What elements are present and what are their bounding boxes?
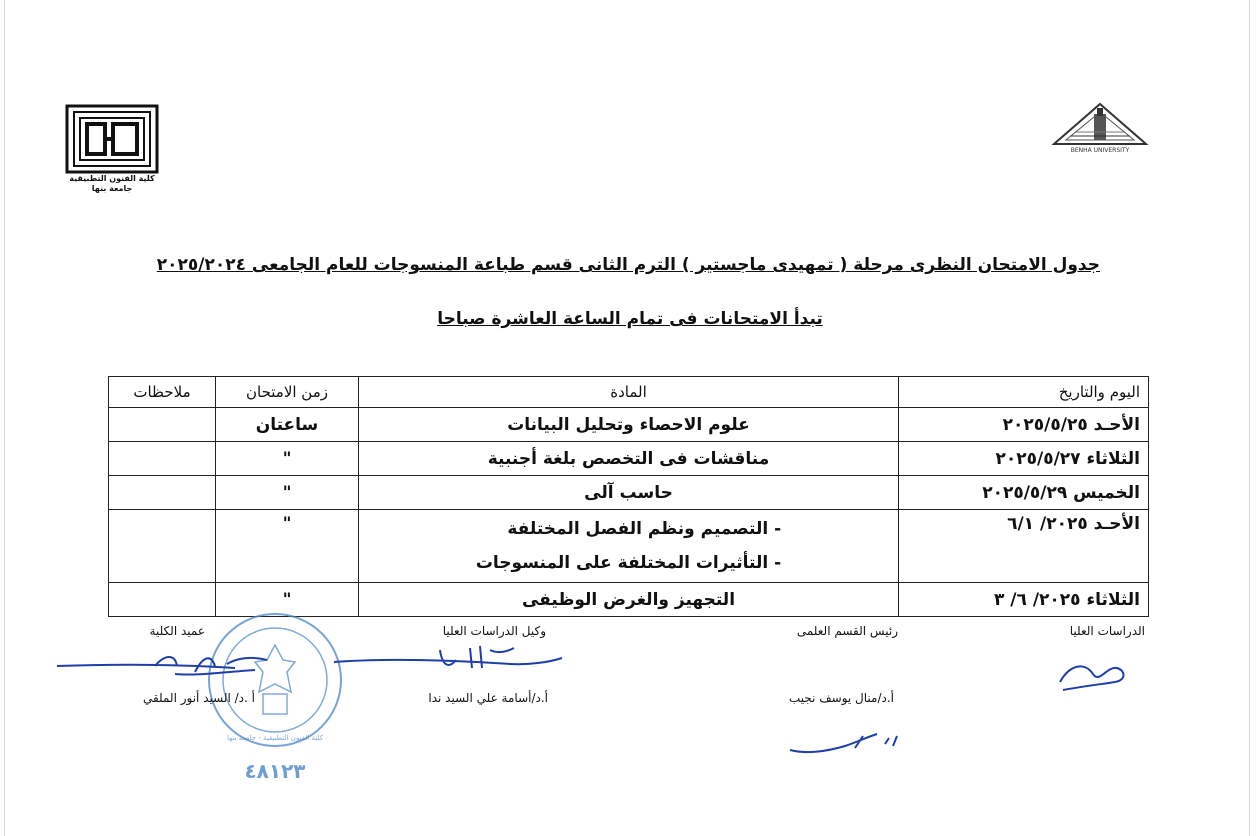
subject-item: - التأثيرات المختلفة على المنسوجات — [475, 553, 782, 573]
faculty-logo — [62, 104, 162, 194]
cell-duration: " — [216, 583, 359, 617]
header-date: اليوم والتاريخ — [899, 377, 1149, 408]
cell-subject — [359, 510, 899, 583]
dept-head-signature — [785, 728, 905, 764]
table-row — [109, 442, 1149, 476]
cell-subject: حاسب آلى — [359, 476, 899, 510]
header-subject: المادة — [359, 377, 899, 408]
subject-item: - التصميم ونظم الفصل المختلفة — [507, 519, 782, 539]
stamp-ring-text: كلية الفنون التطبيقية - جامعة بنها — [227, 734, 323, 742]
vice-dean-name: أ.د/أسامة علي السيد ندا — [428, 691, 548, 705]
cell-duration: " — [216, 476, 359, 510]
table-row — [109, 476, 1149, 510]
grad-studies-label: الدراسات العليا — [1069, 624, 1145, 638]
vice-dean-label: وكيل الدراسات العليا — [442, 624, 546, 638]
stamp-number: ٤٨١٢٣ — [244, 759, 306, 783]
header-notes: ملاحظات — [109, 377, 216, 408]
cell-date: الثلاثاء ٢٠٢٥/٥/٢٧ — [899, 442, 1149, 476]
cell-notes — [109, 442, 216, 476]
cell-notes — [109, 408, 216, 442]
subject-list — [476, 512, 781, 580]
exam-schedule-table — [108, 376, 1149, 617]
university-logo — [1050, 100, 1150, 158]
header-duration: زمن الامتحان — [216, 377, 359, 408]
university-name-text: جامعة بنها — [91, 184, 133, 193]
dean-label: عميد الكلية — [149, 624, 205, 638]
cell-date: الأحـد ٢٠٢٥/٥/٢٥ — [899, 408, 1149, 442]
document-title: جدول الامتحان النظرى مرحلة ( تمهيدى ماجستير ) الترم الثانى قسم طباعة المنسوجات للعام الجامعى ٢٠٢٥/٢٠٢٤ — [156, 255, 1100, 275]
cell-notes — [109, 583, 216, 617]
document-subtitle: تبدأ الامتحانات فى تمام الساعة العاشرة صباحا — [437, 309, 823, 329]
grad-studies-signature — [1055, 652, 1135, 694]
cell-subject: مناقشات فى التخصص بلغة أجنبية — [359, 442, 899, 476]
cell-date: الأحـد ٢٠٢٥/ ٦/١ — [899, 510, 1149, 583]
dept-head-name: أ.د/منال يوسف نجيب — [788, 691, 894, 705]
cell-duration: " — [216, 510, 359, 583]
cell-notes — [109, 510, 216, 583]
faculty-logo-text: كلية الفنون التطبيقية — [69, 174, 155, 183]
table-row — [109, 408, 1149, 442]
dept-head-label: رئيس القسم العلمى — [796, 624, 898, 638]
table-header-row — [109, 377, 1149, 408]
dean-name: أ .د/ السيد أنور الملقي — [142, 691, 255, 705]
table-row — [109, 510, 1149, 583]
cell-duration: ساعتان — [216, 408, 359, 442]
cell-subject: علوم الاحصاء وتحليل البيانات — [359, 408, 899, 442]
faculty-logo-icon — [65, 104, 159, 174]
cell-subject: التجهيز والغرض الوظيفى — [359, 583, 899, 617]
cell-duration: " — [216, 442, 359, 476]
cell-date: الخميس ٢٠٢٥/٥/٢٩ — [899, 476, 1149, 510]
cell-notes — [109, 476, 216, 510]
cell-date: الثلاثاء ٢٠٢٥/ ٦/ ٣ — [899, 583, 1149, 617]
vice-dean-signature — [330, 640, 565, 680]
university-logo-icon — [1050, 100, 1150, 154]
university-logo-text: BENHA UNIVERSITY — [1070, 147, 1130, 154]
dean-signature — [55, 650, 290, 680]
